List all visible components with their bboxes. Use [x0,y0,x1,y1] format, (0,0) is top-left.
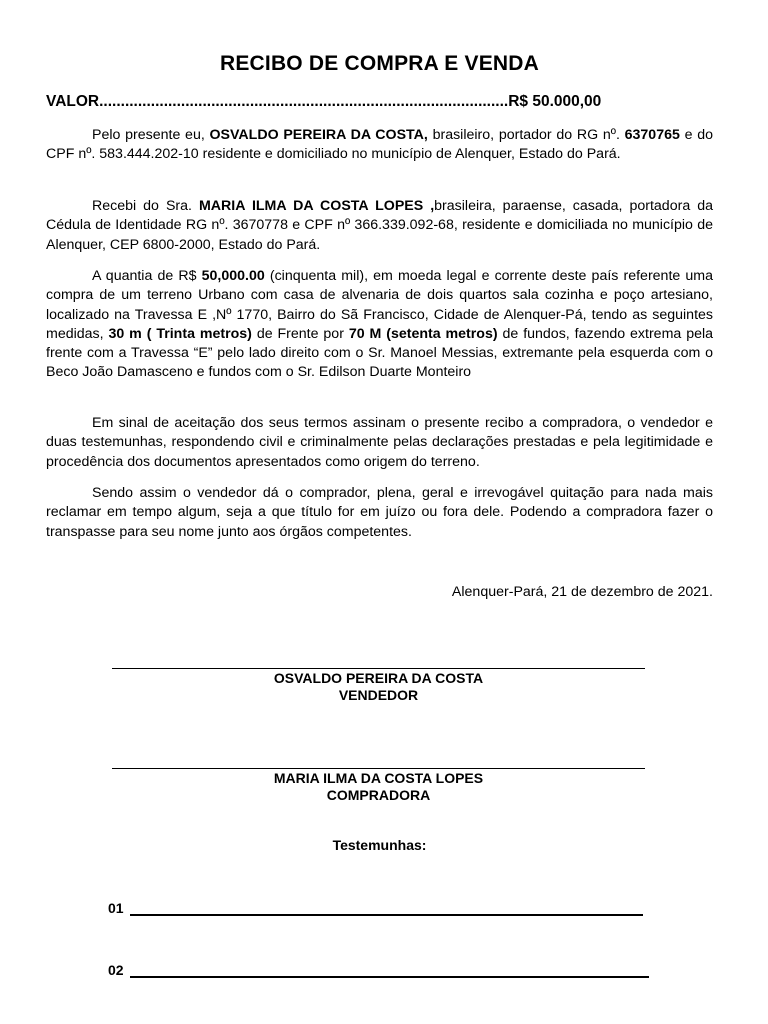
buyer-name-bold: MARIA ILMA DA COSTA LOPES , [198,198,435,214]
amount-bold: 50,000.00 [201,268,265,284]
witness-1-row [108,900,643,916]
witnesses-heading: Testemunhas: [332,837,427,853]
p2-text-2: brasileira, paraense, casada, portadora da Cédula de Identidade RG nº. 3670778 e CPF nº 366.339.092-68, residente e domiciliada no município de Alenquer, CEP 6800-2000, Estado do Pará. [46,198,713,253]
document-title: RECIBO DE COMPRA E VENDA [219,52,540,75]
p2-text-1: Recebi do Sra. [92,198,199,214]
witness-2-number: 02 [108,962,124,978]
seller-rg-bold: 6370765 [624,127,680,143]
witness-2-row [108,962,649,978]
amount-line: VALOR...............................................................................................R$ 50.000,00 [46,93,602,110]
paragraph-property-description [46,267,713,383]
witness-1-signature-line [130,902,643,916]
seller-role: VENDEDOR [338,687,419,703]
witness-1-number: 01 [108,900,124,916]
p1-text-1: Pelo presente eu, [92,127,210,143]
buyer-name: MARIA ILMA DA COSTA LOPES [273,770,484,786]
p3-text-2: (cinquenta mil), em moeda legal e corrente deste país referente uma compra de um terreno Urbano com casa de alvenaria de dois quartos sala cozinha e poço artesiano, localizado na Travessa E ,Nº 1770, Bairro do Sã Francisco, Cidade de Alenquer-Pá, tendo as seguintes medidas, [46,268,713,342]
depth-measure-bold: 70 M (setenta metros) [348,325,498,342]
receipt-document [46,0,713,1024]
witness-2-signature-line [130,964,649,978]
p1-text-2: brasileiro, portador do RG nº. [427,127,625,143]
paragraph-release: Sendo assim o vendedor dá o comprador, plena, geral e irrevogável quitação para nada mais reclamar em tempo algum, seja a que título for em juízo ou fora dele. Podendo a compradora fazer o transpasse para seu nome junto aos órgãos competentes. [46,485,713,540]
paragraph-buyer-identification [46,197,713,255]
seller-name: OSVALDO PEREIRA DA COSTA [273,670,484,686]
seller-signature-line [112,668,645,669]
paragraph-seller-identification [46,126,713,165]
front-measure-bold: 30 m ( Trinta metros) [108,325,252,342]
p3-text-4: de fundos, fazendo extrema pela frente com a Travessa “E” pelo lado direito com o Sr. Manoel Messias, extremante pela esquerda com o Beco João Damasceno e fundos com o Sr. Edilson Duarte Monteiro [46,325,714,381]
seller-name-bold: OSVALDO PEREIRA DA COSTA, [209,127,428,143]
buyer-signature-line [112,768,645,769]
buyer-role: COMPRADORA [326,787,431,803]
paragraph-acceptance: Em sinal de aceitação dos seus termos assinam o presente recibo a compradora, o vendedor e duas testemunhas, respondendo civil e criminalmente pelas declarações prestadas e pela legitimidade e procedência dos documentos apresentados como origem do terreno. [46,415,713,470]
p3-text-3: de Frente por [251,325,349,342]
place-and-date: Alenquer-Pará, 21 de dezembro de 2021. [451,584,713,600]
p3-text-1: A quantia de R$ [92,268,202,284]
p1-text-3: e do CPF nº. 583.444.202-10 residente e domiciliado no município de Alenquer, Estado do Pará. [46,127,713,163]
